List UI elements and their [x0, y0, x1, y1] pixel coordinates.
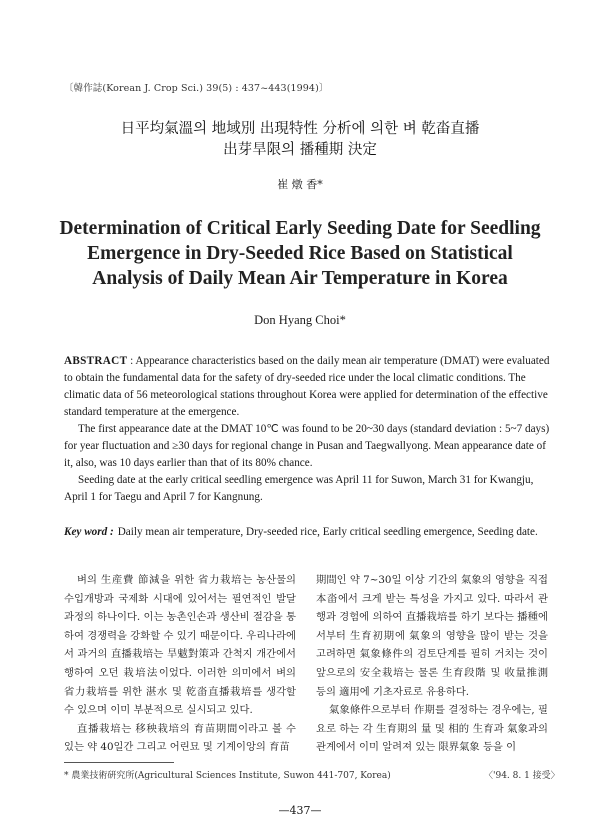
- footnote-affiliation: * 農業技術硏究所(Agricultural Sciences Institute, Suwon 441-707, Korea): [64, 771, 391, 781]
- body-right-paragraph-1: 期間인 약 7~30일 이상 기간의 氣象의 영향을 직접 本畓에서 크게 받는 특성을 가지고 있다. 따라서 관행과 경험에 의하여 直播栽培를 하기 보다는 播種에서부터 生育初期에 氣象의 영향을 많이 받는 것을 고려하면 氣象條件의 검토단계를 필히 거치는 것이 앞으로의 安全栽培는 물론 生育段階 및 收量推測 등의 適用에 기초자료로 유용하다.: [316, 574, 548, 698]
- keywords-block: [64, 524, 550, 540]
- abstract-text-2: The first appearance date at the DMAT 10℃ was found to be 20~30 days (standard deviation : 5~7 days) for year fluctuation and ≥30 days for regional change in Pusan and Taegwallyong. Mean appearance date of it, also, was 10 days earlier than that of its 80% chance.: [64, 423, 550, 469]
- abstract-paragraph-1: [64, 353, 550, 421]
- abstract-text-1: : Appearance characteristics based on the daily mean air temperature (DMAT) were evaluated to obtain the fundamental data for the safety of dry-seeded rice under the local climatic conditions. The climatic data of 56 meteorological stations throughout Korea were applied for determination of the effective standard temperature at the emergence.: [64, 355, 550, 418]
- footnote-received-date: 〈'94. 8. 1 接受〉: [484, 771, 560, 781]
- body-left-paragraph-1: 벼의 生産費 節減을 위한 省力栽培는 농산물의 수입개방과 국제화 시대에 있어서는 필연적인 발달 과정의 하나이다. 이는 농촌인손과 생산비 절감을 통하여 경쟁력을 강화할 수 있기 때문이다. 우리나라에서 과거의 直播栽培는 旱魃對策과 간척지 개간에서 행하여 오던 栽培法이었다. 이러한 의미에서 벼의 省力栽培를 위한 湛水 및 乾畓直播栽培를 생각할 수 있으며 이미 부분적으로 실시되고 있다.: [64, 574, 296, 717]
- body-right-paragraph-2: 氣象條件으로부터 作期를 결정하는 경우에는, 필요로 하는 각 生育期의 量 및 相的 生育과 氣象과의 관계에서 이미 알려져 있는 限界氣象 등을 이: [316, 704, 548, 754]
- page-number: —437—: [278, 804, 322, 817]
- english-title-line-2: Emergence in Dry-Seeded Rice Based on Statistical: [87, 243, 513, 264]
- keyword-label: Key word :: [64, 526, 114, 538]
- korean-author: 崔 燉 香*: [277, 178, 323, 191]
- body-column-right: [316, 571, 548, 757]
- journal-citation: 〔韓作誌(Korean J. Crop Sci.) 39(5) : 437~443(1994)〕: [64, 83, 329, 94]
- abstract-label: ABSTRACT: [64, 355, 128, 367]
- body-left-paragraph-2: 直播栽培는 移秧栽培의 育苗期間이라고 볼 수 있는 약 40일간 그리고 어린묘 및 기계이앙의 育苗: [64, 722, 296, 754]
- abstract-paragraph-2: [64, 421, 550, 472]
- korean-title-line-2: 出芽旱限의 播種期 決定: [223, 142, 377, 158]
- abstract-text-3: Seeding date at the early critical seedling emergence was April 11 for Suwon, March 31 for Kwangju, April 1 for Taegu and April 7 for Kangnung.: [64, 474, 534, 503]
- english-author: Don Hyang Choi*: [254, 313, 346, 327]
- keyword-text: Daily mean air temperature, Dry-seeded rice, Early critical seedling emergence, Seeding date.: [117, 526, 538, 538]
- english-title-line-3: Analysis of Daily Mean Air Temperature in Korea: [92, 268, 508, 289]
- english-title-line-1: Determination of Critical Early Seeding Date for Seedling: [59, 218, 541, 239]
- korean-title-line-1: 日平均氣溫의 地域別 出現特性 分析에 의한 벼 乾畓直播: [120, 121, 480, 137]
- footnote-divider: [64, 762, 174, 763]
- abstract-paragraph-3: [64, 472, 550, 506]
- body-column-left: [64, 571, 296, 757]
